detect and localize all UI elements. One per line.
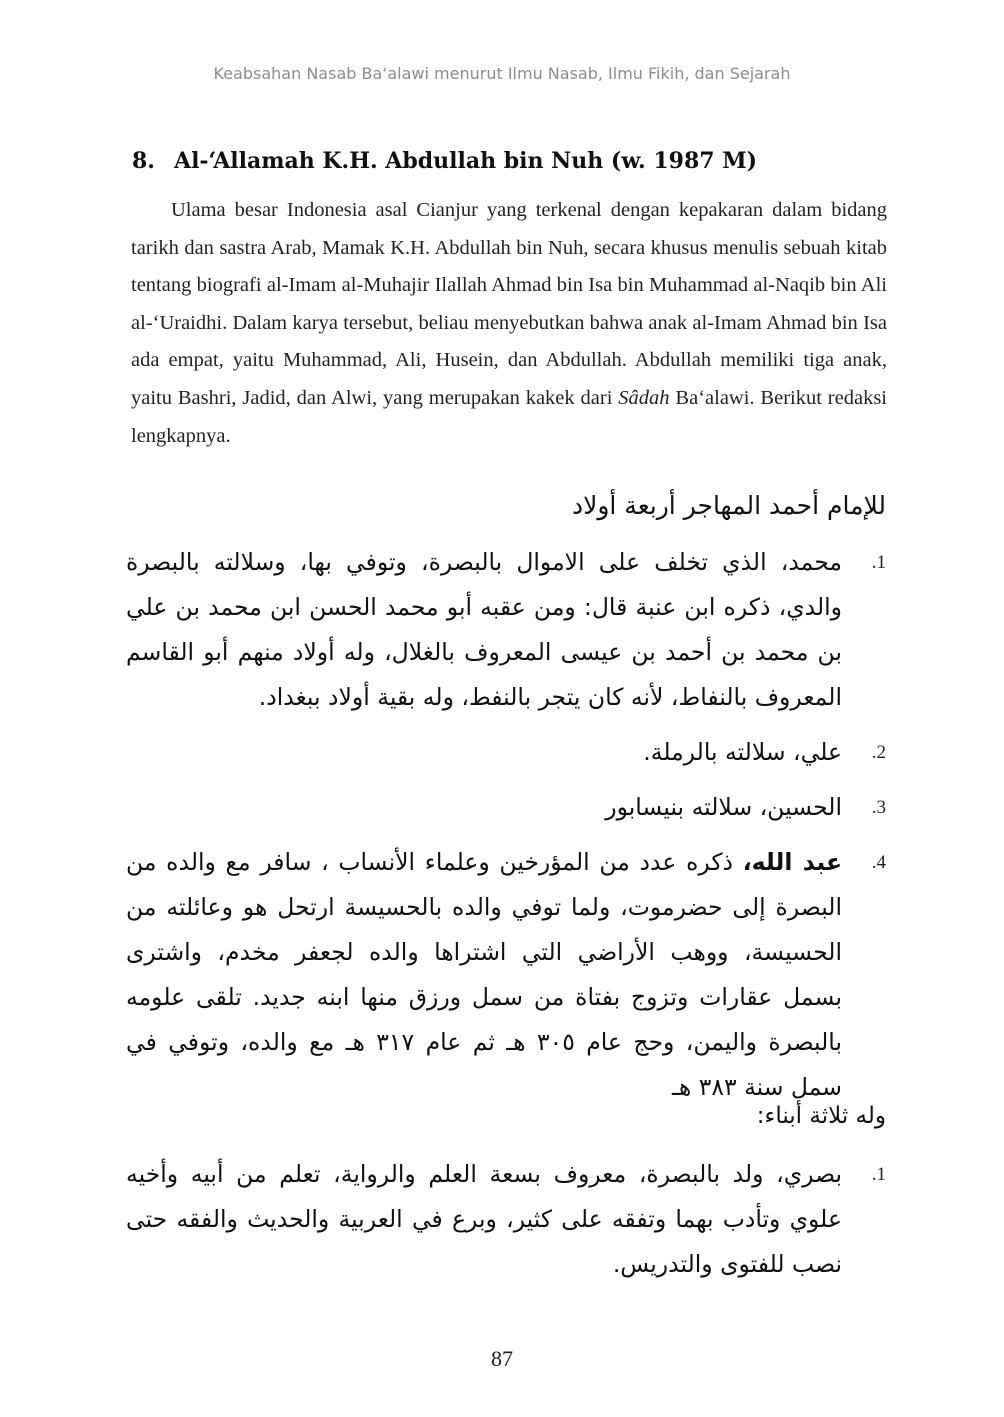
list-item-number: 4. <box>871 852 886 873</box>
paragraph-text-1: Ulama besar Indonesia asal Cianjur yang terkenal dengan kepakaran dalam bidang tarikh dan sastra Arab, Mamak K.H. Abdullah bin Nuh, secara khusus menulis sebuah kitab tentang biografi al-Imam al-Muhajir Ilallah Ahmad bin Isa bin Muhammad al-Naqib bin Ali al-‘Uraidhi. Dalam karya tersebut, beliau menyebutkan bahwa anak al-Imam Ahmad bin Isa ada empat, yaitu Muhammad, Ali, Husein, dan Abdullah. Abdullah memiliki tiga anak, yaitu Bashri, Jadid, dan Alwi, yang merupakan kakek dari <box>131 199 887 409</box>
page-number: 87 <box>491 1346 513 1371</box>
list-item <box>126 730 886 775</box>
paragraph-italic-term: Sâdah <box>618 386 670 409</box>
list-item-bold-name: عبد الله، <box>742 848 842 876</box>
list-item-text: علي، سلالته بالرملة. <box>643 738 842 766</box>
section-heading <box>132 148 892 174</box>
list-item-text: بصري، ولد بالبصرة، معروف بسعة العلم والرواية، تعلم من أبيه وأخيه علوي وتأدب بهما وتفقه على كثير، وبرع في العربية والحديث والفقه حتى نصب للفتوى والتدريس. <box>126 1160 842 1278</box>
list-item <box>126 540 886 720</box>
grandchildren-list <box>126 1152 886 1287</box>
list-item-text: الحسين، سلالته بنيسابور <box>605 793 842 821</box>
arabic-quote-heading: للإمام أحمد المهاجر أربعة أولاد <box>571 491 886 520</box>
body-paragraph <box>131 192 887 455</box>
list-item-number: 1. <box>871 552 886 573</box>
list-item <box>126 1152 886 1287</box>
list-item-number: 2. <box>871 742 886 763</box>
arabic-sub-heading: وله ثلاثة أبناء: <box>756 1103 886 1129</box>
section-title: Al-‘Allamah K.H. Abdullah bin Nuh (w. 1987 M) <box>174 148 758 174</box>
running-header: Keabsahan Nasab Ba‘alawi menurut Ilmu Nasab, Ilmu Fikih, dan Sejarah <box>213 64 791 83</box>
list-item-number: 3. <box>871 797 886 818</box>
children-list <box>126 540 886 1110</box>
list-item <box>126 785 886 830</box>
section-number: 8. <box>132 148 155 174</box>
list-item-text: ذكره عدد من المؤرخين وعلماء الأنساب ، سافر مع والده من البصرة إلى حضرموت، ولما توفي والده بالحسيسة ارتحل هو وعائلته من الحسيسة، ووهب الأراضي التي اشتراها والده لجعفر مخدم، واشترى بسمل عقارات وتزوج بفتاة من سمل ورزق منها ابنه جديد. تلقى علومه بالبصرة واليمن، وحج عام ٣٠٥ هـ ثم عام ٣١٧ هـ مع والده، وتوفي في سمل سنة ٣٨٣ هـ <box>126 848 842 1101</box>
list-item-text: محمد، الذي تخلف على الاموال بالبصرة، وتوفي بها، وسلالته بالبصرة والدي، ذكره ابن عنبة قال: ومن عقبه أبو محمد الحسن ابن محمد بن علي بن محمد بن أحمد بن عيسى المعروف بالغلال، وله أولاد منهم أبو القاسم المعروف بالنفاط، لأنه كان يتجر بالنفط، وله بقية أولاد ببغداد. <box>126 548 842 711</box>
list-item-number: 1. <box>871 1164 886 1185</box>
list-item <box>126 840 886 1110</box>
paragraph-text-2: Ba‘alawi. Berikut redaksi lengkapnya. <box>131 386 887 447</box>
